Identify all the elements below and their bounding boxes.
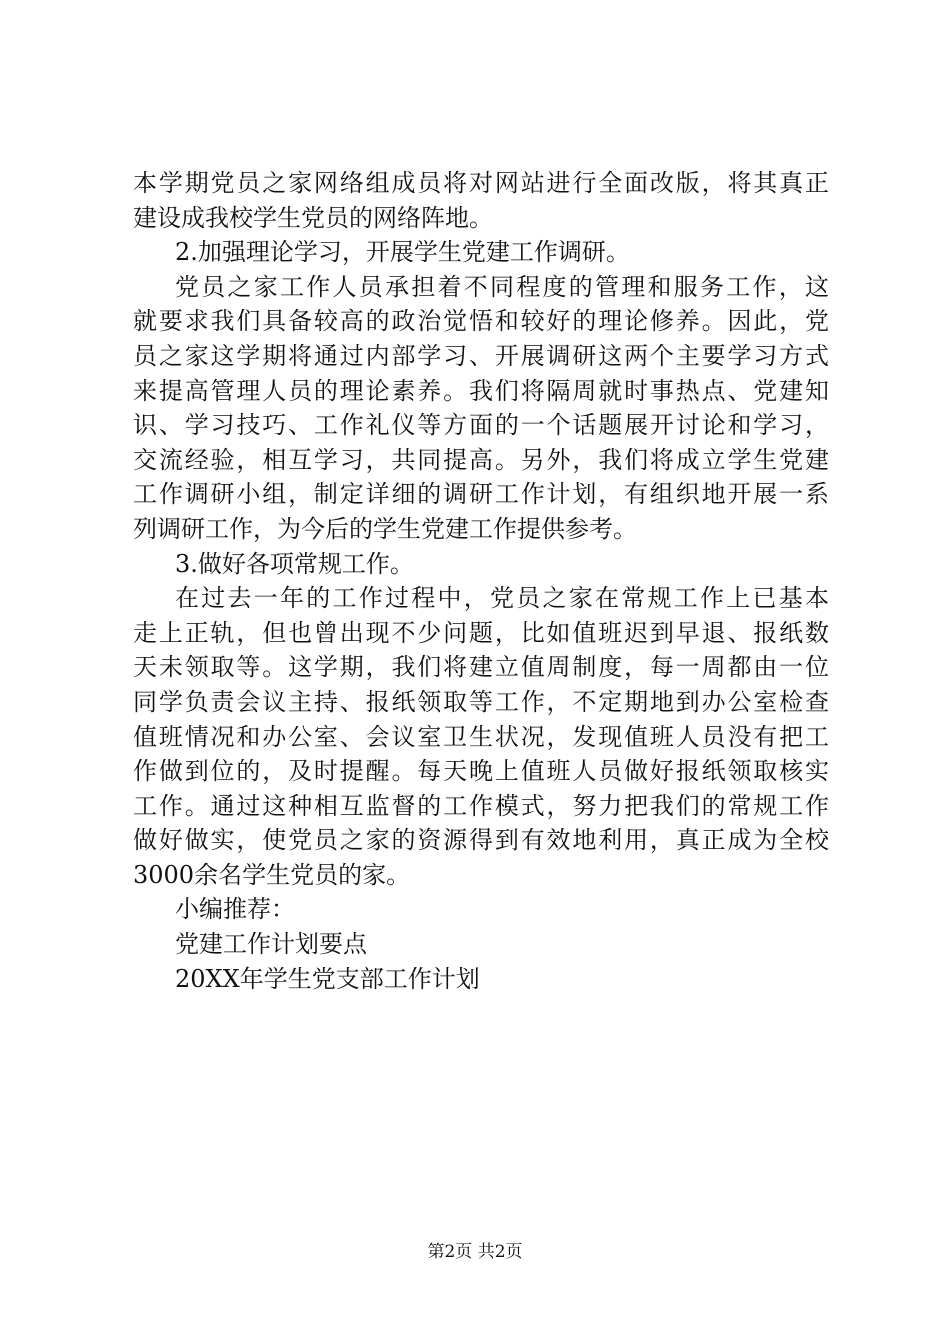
text-line: 列调研工作，为今后的学生党建工作提供参考。 [133, 514, 637, 543]
text-line: 党员之家工作人员承担着不同程度的管理和服务工作，这 [175, 272, 829, 301]
text-line: 3000余名学生党员的家。 [133, 860, 411, 889]
recommend-label: 小编推荐： [175, 895, 295, 924]
text-line: 做好做实，使党员之家的资源得到有效地利用，真正成为全校 [133, 826, 829, 855]
section-heading-3: 3.做好各项常规工作。 [175, 549, 414, 578]
text-line: 值班情况和办公室、会议室卫生状况，发现值班人员没有把工 [133, 722, 829, 751]
text-line: 工作调研小组，制定详细的调研工作计划，有组织地开展一系 [133, 480, 829, 509]
text-line: 同学负责会议主持、报纸领取等工作，不定期地到办公室检查 [133, 687, 829, 716]
section-heading-2: 2.加强理论学习，开展学生党建工作调研。 [175, 238, 630, 267]
recommend-link-2[interactable]: 20XX年学生党支部工作计划 [175, 964, 480, 993]
text-line: 来提高管理人员的理论素养。我们将隔周就时事热点、党建知 [133, 376, 829, 405]
page-footer: 第2页 共2页 [427, 1242, 523, 1262]
document-body [133, 166, 829, 996]
text-line: 员之家这学期将通过内部学习、开展调研这两个主要学习方式 [133, 341, 829, 370]
recommend-link-1[interactable]: 党建工作计划要点 [175, 930, 367, 959]
text-line: 在过去一年的工作过程中，党员之家在常规工作上已基本 [175, 584, 829, 613]
text-line: 建设成我校学生党员的网络阵地。 [133, 203, 493, 232]
text-line: 走上正轨，但也曾出现不少问题，比如值班迟到早退、报纸数 [133, 618, 829, 647]
text-line: 作做到位的，及时提醒。每天晚上值班人员做好报纸领取核实 [133, 757, 829, 786]
text-line: 本学期党员之家网络组成员将对网站进行全面改版，将其真正 [133, 169, 829, 197]
text-line: 天未领取等。这学期，我们将建立值周制度，每一周都由一位 [133, 653, 829, 682]
text-line: 就要求我们具备较高的政治觉悟和较好的理论修养。因此，党 [133, 307, 829, 336]
text-line: 识、学习技巧、工作礼仪等方面的一个话题展开讨论和学习， [133, 411, 829, 440]
text-line: 交流经验，相互学习，共同提高。另外，我们将成立学生党建 [133, 445, 829, 474]
text-line: 工作。通过这种相互监督的工作模式，努力把我们的常规工作 [133, 791, 829, 820]
